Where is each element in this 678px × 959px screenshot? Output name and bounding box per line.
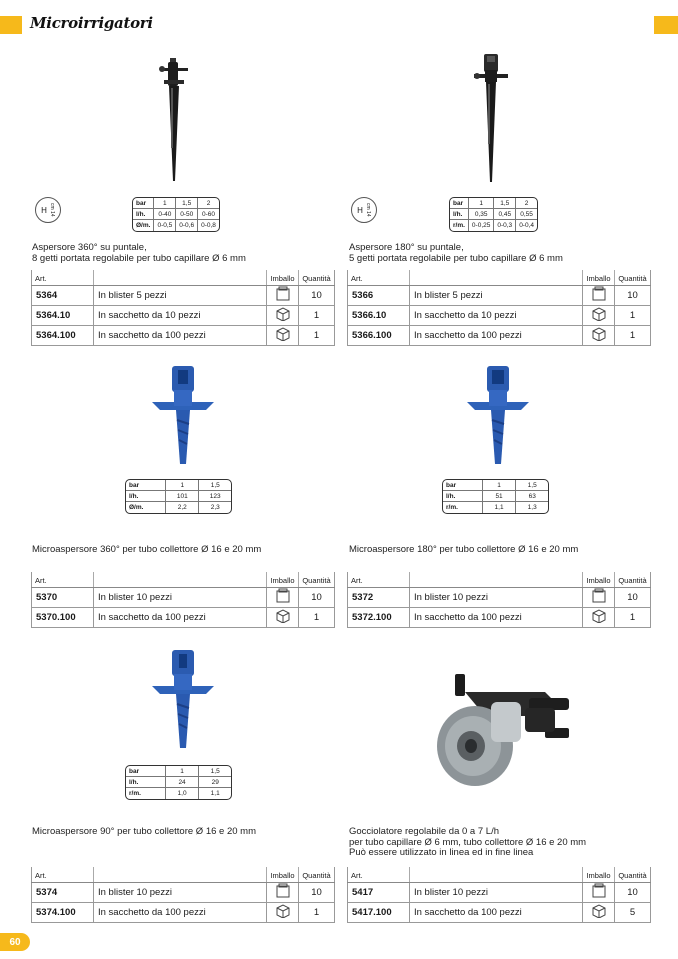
- table-cell: 0-60: [198, 209, 219, 220]
- spec-label: bar: [443, 480, 483, 491]
- description-line: Può essere utilizzato in linea ed in fine linea: [349, 847, 534, 858]
- table-cell: In sacchetto da 100 pezzi: [94, 902, 267, 922]
- box-icon: [267, 607, 299, 627]
- table-header-cell: [410, 867, 583, 882]
- table-cell: 0-0,4: [519, 222, 535, 229]
- table-cell: 5374.100: [32, 902, 94, 922]
- table-cell: 123: [199, 491, 231, 502]
- table-row: [133, 220, 219, 231]
- article-table: [31, 867, 335, 923]
- blister-icon: [267, 882, 299, 902]
- article-table: [31, 572, 335, 628]
- header-accent-left: [0, 16, 22, 34]
- table-header-cell: [94, 270, 267, 285]
- table-row: [32, 607, 335, 627]
- table-row: [348, 325, 651, 345]
- blister-icon: [267, 285, 299, 305]
- table-header-cell: Imballo: [583, 867, 615, 882]
- table-cell: 1: [299, 902, 335, 922]
- table-header-cell: Art.: [32, 867, 94, 882]
- table-row: [348, 285, 651, 305]
- table-header-cell: Imballo: [267, 270, 299, 285]
- table-cell: In sacchetto da 100 pezzi: [410, 902, 583, 922]
- table-cell: 10: [299, 882, 335, 902]
- blister-icon: [583, 285, 615, 305]
- table-cell: 5370: [32, 587, 94, 607]
- blister-icon: [267, 587, 299, 607]
- table-cell: In sacchetto da 100 pezzi: [410, 325, 583, 345]
- description-line: Gocciolatore regolabile da 0 a 7 L/h: [349, 826, 499, 837]
- table-cell: In sacchetto da 10 pezzi: [94, 305, 267, 325]
- micro-sprinkler-180-image: [465, 364, 531, 470]
- product-description: [32, 243, 246, 264]
- table-row: [348, 587, 651, 607]
- table-cell: 1: [469, 198, 494, 209]
- article-table: [347, 867, 651, 923]
- table-cell: 1: [166, 480, 199, 491]
- table-header-cell: Art.: [348, 572, 410, 587]
- table-cell: 1,5: [494, 198, 516, 209]
- table-header-cell: Imballo: [267, 572, 299, 587]
- table-cell: In sacchetto da 10 pezzi: [410, 305, 583, 325]
- table-cell: 5417: [348, 882, 410, 902]
- table-cell: In sacchetto da 100 pezzi: [94, 607, 267, 627]
- table-cell: 10: [299, 285, 335, 305]
- table-cell: 2: [198, 198, 219, 209]
- table-cell: In blister 10 pezzi: [94, 882, 267, 902]
- table-cell: 0,45: [494, 209, 516, 220]
- box-icon: [583, 305, 615, 325]
- description-line: per tubo capillare Ø 6 mm, tubo collettore Ø 16 e 20 mm: [349, 836, 587, 848]
- table-cell: 5364.100: [32, 325, 94, 345]
- table-cell: 10: [615, 587, 651, 607]
- table-cell: In blister 10 pezzi: [410, 882, 583, 902]
- table-row: [348, 607, 651, 627]
- table-cell: 0-0,3: [494, 220, 516, 231]
- table-cell: 0-0,8: [201, 222, 216, 229]
- box-icon: [583, 902, 615, 922]
- table-row: [348, 572, 651, 587]
- article-table: [347, 270, 651, 346]
- table-row: [126, 777, 231, 788]
- table-row: [126, 491, 231, 502]
- page-number: 60: [0, 933, 30, 951]
- table-header-cell: Art.: [348, 867, 410, 882]
- spec-label: r/m.: [443, 502, 483, 513]
- table-row: [126, 480, 231, 491]
- table-row: [32, 270, 335, 285]
- table-cell: 2,2: [166, 502, 199, 513]
- table-cell: 1: [615, 607, 651, 627]
- box-icon: [267, 902, 299, 922]
- box-icon: [267, 305, 299, 325]
- table-header-cell: Quantità: [299, 867, 335, 882]
- table-cell: 1,3: [527, 504, 537, 511]
- table-cell: 1: [483, 480, 517, 491]
- spec-label: l/h.: [450, 209, 469, 220]
- table-cell: 1,1: [483, 502, 517, 513]
- box-icon: [583, 325, 615, 345]
- table-cell: 1: [615, 305, 651, 325]
- table-row: [450, 209, 537, 220]
- table-header-cell: Imballo: [267, 867, 299, 882]
- table-header-cell: [94, 572, 267, 587]
- spec-label: l/h.: [443, 491, 483, 502]
- table-cell: 1,5: [516, 480, 548, 491]
- box-icon: [267, 325, 299, 345]
- table-cell: 0,35: [469, 209, 494, 220]
- table-header-cell: Art.: [348, 270, 410, 285]
- table-row: [32, 572, 335, 587]
- table-header-cell: Quantità: [299, 572, 335, 587]
- article-table: [347, 572, 651, 628]
- spec-label: l/h.: [133, 209, 154, 220]
- table-cell: 0-0,5: [154, 220, 176, 231]
- header-accent-right: [654, 16, 678, 34]
- table-cell: In sacchetto da 100 pezzi: [94, 325, 267, 345]
- table-header-cell: Quantità: [615, 867, 651, 882]
- table-cell: 10: [615, 882, 651, 902]
- table-cell: 0-50: [176, 209, 198, 220]
- table-header-cell: Imballo: [583, 270, 615, 285]
- table-cell: 1: [299, 305, 335, 325]
- table-cell: In sacchetto da 100 pezzi: [410, 607, 583, 627]
- table-header-cell: [94, 867, 267, 882]
- table-cell: 5364.10: [32, 305, 94, 325]
- spike-sprinkler-180-image: [468, 52, 518, 188]
- flow-spec-table: [449, 197, 538, 232]
- table-row: [443, 491, 548, 502]
- description-line: Microaspersore 180° per tubo collettore Ø 16 e 20 mm: [349, 544, 579, 555]
- table-cell: 1,5: [176, 198, 198, 209]
- description-line: Aspersore 360° su puntale,: [32, 242, 147, 253]
- table-cell: 10: [615, 285, 651, 305]
- table-header-cell: Quantità: [299, 270, 335, 285]
- blister-icon: [583, 882, 615, 902]
- table-cell: 1,5: [199, 766, 231, 777]
- table-header-cell: [410, 270, 583, 285]
- description-line: Aspersore 180° su puntale,: [349, 242, 464, 253]
- flow-spec-table: [442, 479, 549, 514]
- flow-spec-table: [125, 765, 232, 800]
- table-row: [32, 902, 335, 922]
- table-cell: 1,1: [210, 790, 220, 797]
- height-symbol: H cm 14: [351, 197, 377, 223]
- table-cell: 5370.100: [32, 607, 94, 627]
- product-description: [32, 545, 261, 556]
- table-cell: 1,5: [199, 480, 231, 491]
- table-cell: 5372: [348, 587, 410, 607]
- flow-spec-table: [132, 197, 220, 232]
- table-cell: 1: [615, 325, 651, 345]
- table-row: [450, 220, 537, 231]
- table-row: [133, 198, 219, 209]
- table-cell: 1: [299, 325, 335, 345]
- table-cell: 51: [483, 491, 517, 502]
- spec-label: bar: [126, 766, 166, 777]
- table-header-cell: Quantità: [615, 572, 651, 587]
- table-cell: 0-0,25: [469, 220, 494, 231]
- table-cell: 5: [615, 902, 651, 922]
- table-row: [133, 209, 219, 220]
- spec-label: bar: [133, 198, 154, 209]
- table-row: [126, 766, 231, 777]
- table-header-cell: Art.: [32, 270, 94, 285]
- table-cell: 1: [154, 198, 176, 209]
- table-cell: In blister 5 pezzi: [94, 285, 267, 305]
- product-description: [32, 827, 256, 838]
- table-row: [348, 305, 651, 325]
- table-header-cell: Art.: [32, 572, 94, 587]
- spec-label: bar: [126, 480, 166, 491]
- table-cell: 63: [516, 491, 548, 502]
- table-cell: 0-0,6: [176, 220, 198, 231]
- table-header-cell: Imballo: [583, 572, 615, 587]
- page-title: Microirrigatori: [30, 14, 153, 32]
- table-cell: 5417.100: [348, 902, 410, 922]
- spike-sprinkler-360-image: [150, 56, 200, 186]
- table-row: [348, 867, 651, 882]
- table-cell: 5364: [32, 285, 94, 305]
- table-header-cell: Quantità: [615, 270, 651, 285]
- description-line: Microaspersore 90° per tubo collettore Ø 16 e 20 mm: [32, 826, 256, 837]
- table-cell: 0,55: [516, 209, 537, 220]
- flow-spec-table: [125, 479, 232, 514]
- product-description: [349, 545, 578, 556]
- description-line: 5 getti portata regolabile per tubo capillare Ø 6 mm: [349, 252, 563, 264]
- table-row: [126, 788, 231, 799]
- table-cell: 5374: [32, 882, 94, 902]
- adjustable-dripper-image: [425, 672, 575, 792]
- spec-label: bar: [450, 198, 469, 209]
- table-cell: In blister 10 pezzi: [94, 587, 267, 607]
- height-symbol: H cm 14: [35, 197, 61, 223]
- spec-label: r/m.: [450, 220, 469, 231]
- table-row: [348, 270, 651, 285]
- table-row: [32, 587, 335, 607]
- table-cell: 2,3: [210, 504, 220, 511]
- micro-sprinkler-90-image: [150, 648, 216, 754]
- table-cell: 5366.10: [348, 305, 410, 325]
- table-row: [348, 882, 651, 902]
- article-table: [31, 270, 335, 346]
- table-cell: 1: [299, 607, 335, 627]
- product-description: [349, 243, 563, 264]
- spec-label: Ø/m.: [126, 502, 166, 513]
- table-row: [443, 502, 548, 513]
- table-row: [126, 502, 231, 513]
- table-cell: 101: [166, 491, 199, 502]
- table-cell: 5366: [348, 285, 410, 305]
- table-row: [32, 325, 335, 345]
- blister-icon: [583, 587, 615, 607]
- table-cell: 0-40: [154, 209, 176, 220]
- table-cell: 29: [199, 777, 231, 788]
- table-row: [443, 480, 548, 491]
- product-description: [349, 827, 586, 859]
- table-cell: In blister 5 pezzi: [410, 285, 583, 305]
- table-row: [450, 198, 537, 209]
- table-cell: 1,0: [166, 788, 200, 799]
- box-icon: [583, 607, 615, 627]
- table-cell: 5372.100: [348, 607, 410, 627]
- spec-label: l/h.: [126, 491, 166, 502]
- description-line: 8 getti portata regolabile per tubo capillare Ø 6 mm: [32, 252, 246, 264]
- table-cell: 2: [516, 198, 537, 209]
- table-row: [348, 902, 651, 922]
- spec-label: r/m.: [126, 788, 166, 799]
- micro-sprinkler-360-image: [150, 364, 216, 470]
- table-cell: 5366.100: [348, 325, 410, 345]
- table-row: [32, 882, 335, 902]
- table-cell: 24: [166, 777, 200, 788]
- table-row: [32, 867, 335, 882]
- table-row: [32, 305, 335, 325]
- table-header-cell: [410, 572, 583, 587]
- spec-label: Ø/m.: [133, 220, 154, 231]
- table-cell: 10: [299, 587, 335, 607]
- table-cell: 1: [166, 766, 200, 777]
- spec-label: l/h.: [126, 777, 166, 788]
- description-line: Microaspersore 360° per tubo collettore Ø 16 e 20 mm: [32, 544, 262, 555]
- table-row: [32, 285, 335, 305]
- table-cell: In blister 10 pezzi: [410, 587, 583, 607]
